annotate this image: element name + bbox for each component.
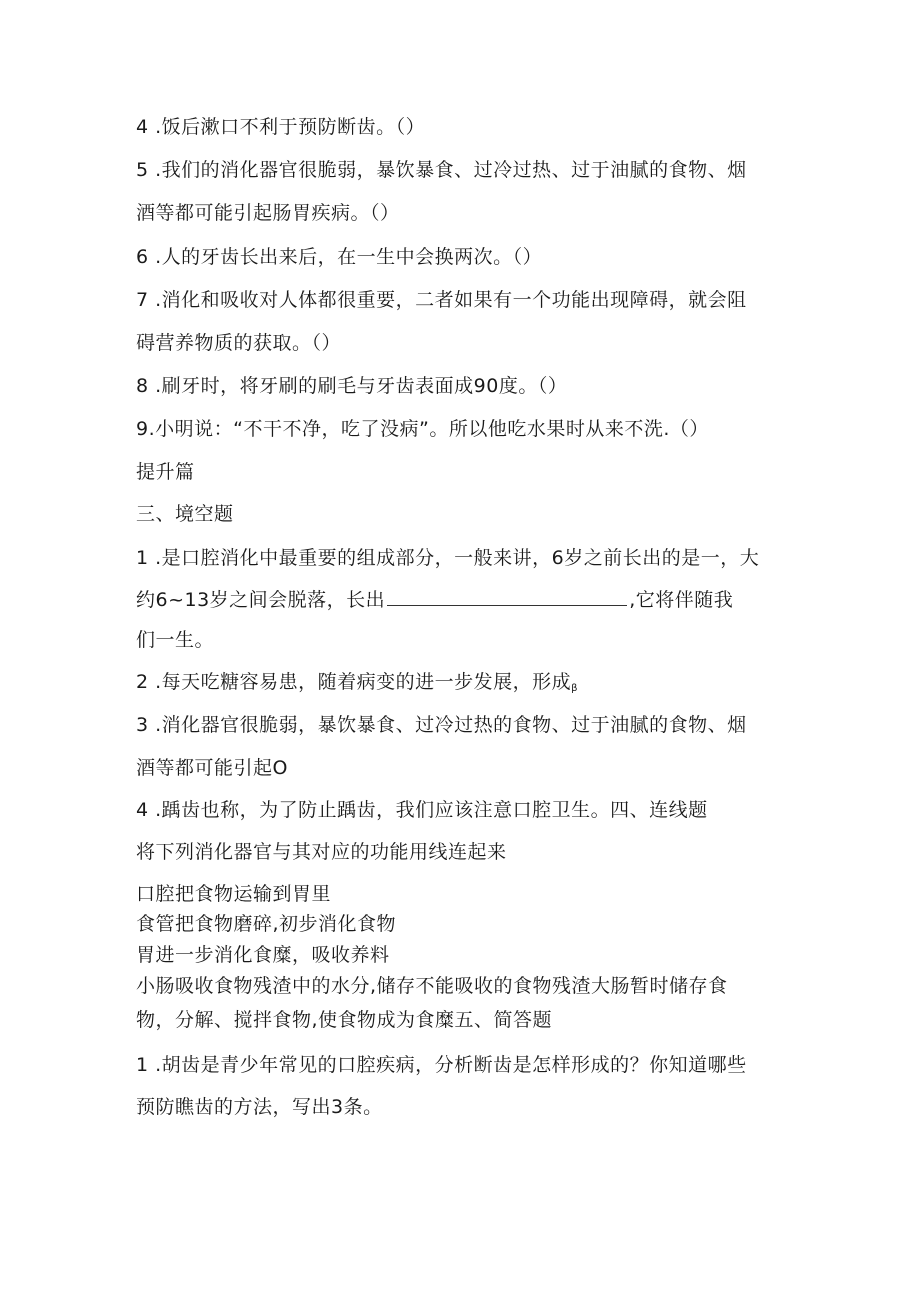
match-line4: 小肠吸收食物残渣中的水分,储存不能吸收的食物残渣大肠暂时储存食 <box>136 975 728 997</box>
fill-q1-line2-pre: 约6~13岁之间会脱落，长出 <box>136 589 386 611</box>
fill-blank <box>387 587 627 606</box>
fill-q2-mark: β <box>571 683 579 694</box>
judge-q7-line2: 碍营养物质的获取。（） <box>136 332 342 354</box>
fill-q2-text: 2 .每天吃糖容易患，随着病变的进一步发展，形成 <box>136 671 572 693</box>
fill-q2 <box>136 669 786 702</box>
judge-q9: 9.小明说：“不干不净，吃了没病”。所以他吃水果时从来不洗.（） <box>136 418 709 440</box>
match-line1: 口腔把食物运输到胃里 <box>136 883 332 905</box>
section-advance-heading: 提升篇 <box>136 461 195 483</box>
judge-q6: 6 .人的牙齿长出来后，在一生中会换两次。（） <box>136 246 543 268</box>
fill-q3-line2: 酒等都可能引起O <box>136 757 288 779</box>
fill-q1-line3: 们一生。 <box>136 629 215 651</box>
fill-q1-line2 <box>136 587 786 613</box>
judge-q5-line1: 5 .我们的消化器官很脆弱，暴饮暴食、过冷过热、过于油腻的食物、烟 <box>136 159 747 181</box>
short-q1-line2: 预防瞧齿的方法，写出3条。 <box>136 1096 383 1118</box>
fill-q4: 4 .踽齿也称，为了防止踽齿，我们应该注意口腔卫生。四、连线题 <box>136 799 708 821</box>
judge-q8: 8 .刷牙时，将牙刷的刷毛与牙齿表面成90度。（） <box>136 375 568 397</box>
match-instruction: 将下列消化器官与其对应的功能用线连起来 <box>136 841 507 863</box>
short-q1-line1: 1 .胡齿是青少年常见的口腔疾病，分析断齿是怎样形成的？你知道哪些 <box>136 1054 747 1076</box>
fill-q3-line1: 3 .消化器官很脆弱，暴饮暴食、过冷过热的食物、过于油腻的食物、烟 <box>136 714 747 736</box>
fill-q1-line1: 1 .是口腔消化中最重要的组成部分，一般来讲，6岁之前长出的是一，大 <box>136 547 760 569</box>
match-line2: 食管把食物磨碎,初步消化食物 <box>136 913 397 935</box>
match-line3: 胃进一步消化食糜，吸收养料 <box>136 944 390 966</box>
judge-q7-line1: 7 .消化和吸收对人体都很重要，二者如果有一个功能出现障碍，就会阻 <box>136 289 747 311</box>
match-line5: 物，分解、搅拌食物,使食物成为食糜五、简答题 <box>136 1009 553 1031</box>
section-fill-heading: 三、境空题 <box>136 503 234 525</box>
judge-q4: 4 .饭后漱口不利于预防断齿。（） <box>136 116 426 138</box>
fill-q1-line2-post: ,它将伴随我 <box>629 589 734 611</box>
judge-q5-line2: 酒等都可能引起肠胃疾病。（） <box>136 202 400 224</box>
